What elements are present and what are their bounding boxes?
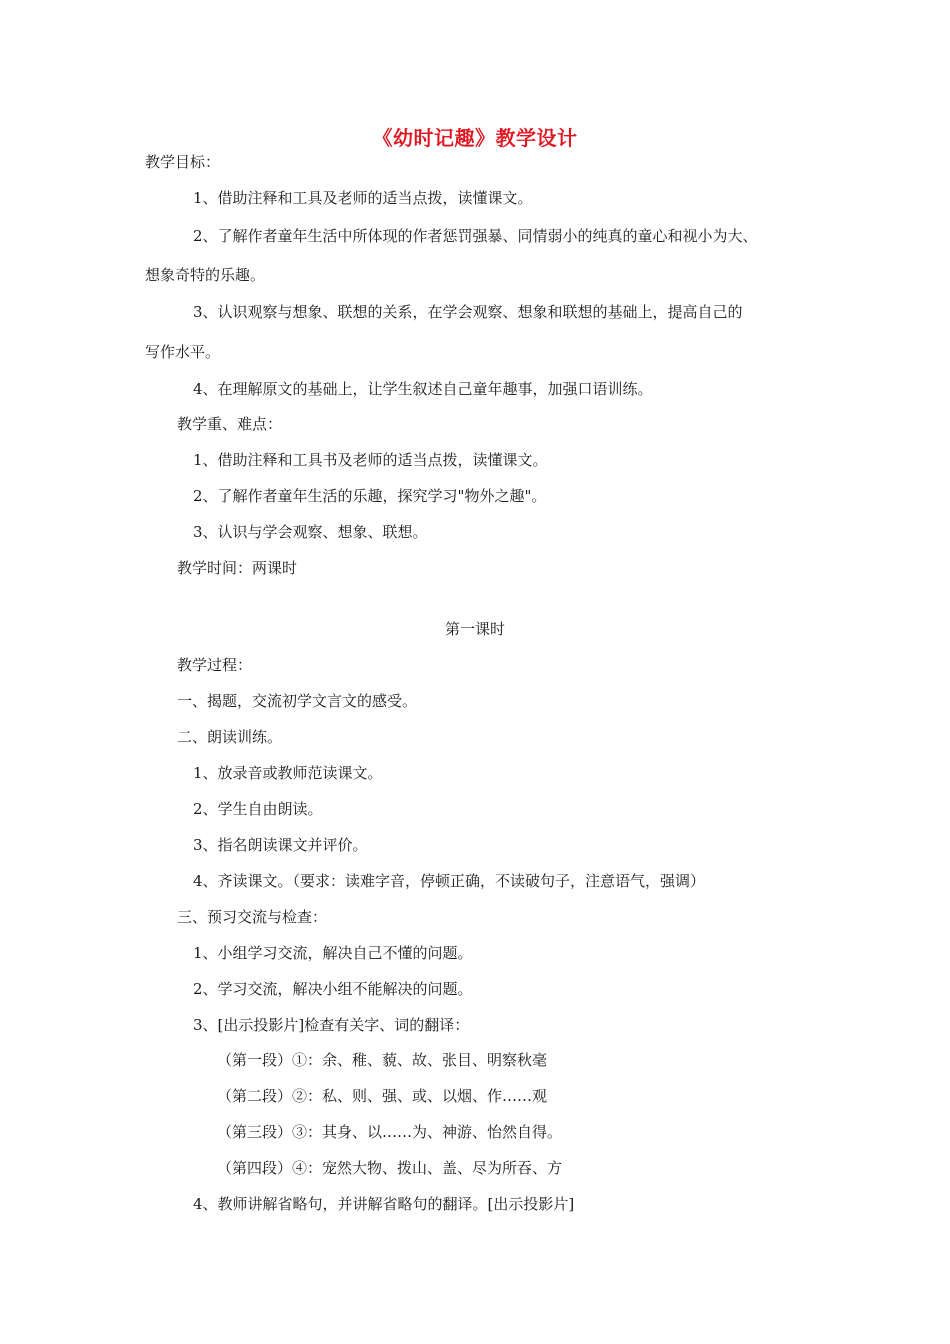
step-3-item-3: 3、[出示投影片]检查有关字、词的翻译： (193, 1016, 470, 1034)
step-2-item-2: 2、学生自由朗读。 (193, 800, 323, 818)
process-heading: 教学过程： (177, 656, 253, 674)
goals-heading: 教学目标： (145, 153, 221, 171)
paragraph-vocab-3: （第三段）③：其身、以……为、神游、怡然自得。 (217, 1123, 563, 1141)
step-2-item-3: 3、指名朗读课文并评价。 (193, 836, 368, 854)
step-2-item-1: 1、放录音或教师范读课文。 (193, 764, 383, 782)
step-1: 一、揭题，交流初学文言文的感受。 (177, 692, 418, 710)
step-3-item-4: 4、教师讲解省略句，并讲解省略句的翻译。[出示投影片] (193, 1195, 575, 1213)
goal-item-2-continued: 想象奇特的乐趣。 (145, 266, 266, 284)
keypoint-item-2: 2、了解作者童年生活的乐趣，探究学习"物外之趣"。 (193, 487, 547, 505)
goal-item-2: 2、了解作者童年生活中所体现的作者惩罚强暴、同情弱小的纯真的童心和视小为大、 (193, 227, 758, 245)
goal-item-3-continued: 写作水平。 (145, 343, 221, 361)
goal-item-3: 3、认识观察与想象、联想的关系，在学会观察、想象和联想的基础上，提高自己的 (193, 303, 743, 321)
step-2-item-4: 4、齐读课文。（要求：读难字音，停顿正确，不读破句子，注意语气，强调） (193, 872, 706, 890)
step-2: 二、朗读训练。 (177, 728, 283, 746)
paragraph-vocab-1: （第一段）①：余、稚、藐、故、张目、明察秋毫 (217, 1051, 548, 1069)
keypoints-heading: 教学重、难点： (177, 415, 283, 433)
keypoint-item-3: 3、认识与学会观察、想象、联想。 (193, 523, 428, 541)
keypoint-item-1: 1、借助注释和工具书及老师的适当点拨，读懂课文。 (193, 451, 548, 469)
step-3: 三、预习交流与检查： (177, 908, 328, 926)
paragraph-vocab-2: （第二段）②：私、则、强、或、以烟、作……观 (217, 1087, 548, 1105)
teaching-time: 教学时间：两课时 (177, 559, 298, 577)
step-3-item-2: 2、学习交流，解决小组不能解决的问题。 (193, 980, 473, 998)
paragraph-vocab-4: （第四段）④：宠然大物、拨山、盖、尽为所吞、方 (217, 1159, 563, 1177)
document-title: 《幼时记趣》教学设计 (372, 126, 578, 150)
goal-item-1: 1、借助注释和工具及老师的适当点拨，读懂课文。 (193, 189, 533, 207)
goal-item-4: 4、在理解原文的基础上，让学生叙述自己童年趣事，加强口语训练。 (193, 380, 653, 398)
step-3-item-1: 1、小组学习交流，解决自己不懂的问题。 (193, 944, 473, 962)
lesson-heading: 第一课时 (444, 620, 505, 638)
